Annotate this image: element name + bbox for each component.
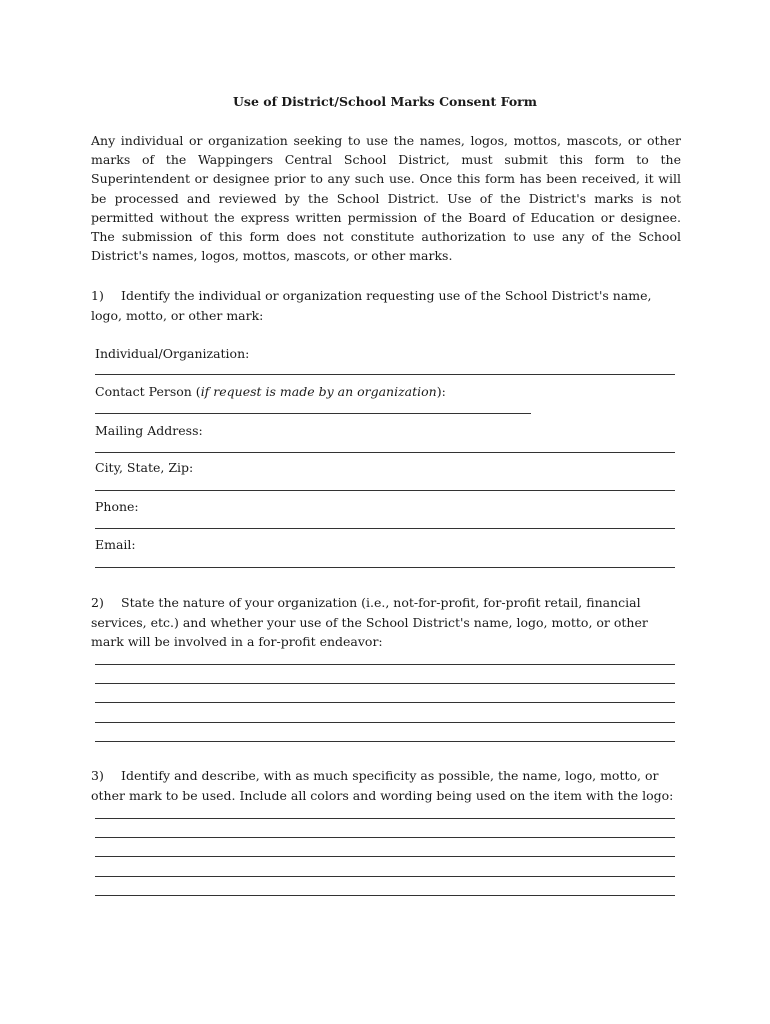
answer-3-line[interactable]	[95, 856, 675, 857]
email-label: Email:	[95, 537, 136, 552]
question-2	[91, 593, 681, 652]
answer-2-line[interactable]	[95, 664, 675, 665]
phone-line[interactable]	[95, 528, 675, 529]
individual-line[interactable]	[95, 374, 675, 375]
city-line[interactable]	[95, 490, 675, 491]
mailing-line[interactable]	[95, 452, 675, 453]
answer-2-line[interactable]	[95, 702, 675, 703]
mailing-label: Mailing Address:	[95, 423, 203, 438]
answer-3-line[interactable]	[95, 818, 675, 819]
question-2-text: State the nature of your organization (i.e., not-for-profit, for-profit retail, financial services, etc.) and whether your use of the School District's name, logo, motto, or other mark will be involved in a for-profit endeavor:	[91, 595, 648, 649]
answer-3-line[interactable]	[95, 837, 675, 838]
phone-label: Phone:	[95, 499, 139, 514]
question-1-number: 1)	[91, 288, 104, 303]
contact-label	[95, 384, 446, 400]
city-label: City, State, Zip:	[95, 460, 194, 475]
form-title: Use of District/School Marks Consent Form	[233, 94, 537, 109]
intro-paragraph: Any individual or organization seeking to use the names, logos, mottos, mascots, or other marks of the Wappingers Central School District, must submit this form to the Superintendent or designee prior to any such use. Once this form has been received, it will be processed and reviewed by the School District. Use of the District's marks is not permitted without the express written permission of the Board of Education or designee. The submission of this form does not constitute authorization to use any of the School District's names, logos, mottos, mascots, or other marks.	[91, 133, 681, 264]
answer-2-line[interactable]	[95, 741, 675, 742]
question-1-text: Identify the individual or organization requesting use of the School District's name, logo, motto, or other mark:	[91, 288, 652, 323]
contact-line[interactable]	[95, 413, 531, 414]
answer-2-line[interactable]	[95, 722, 675, 723]
question-2-number: 2)	[91, 595, 104, 610]
question-3-text: Identify and describe, with as much specificity as possible, the name, logo, motto, or other mark to be used. Include all colors and wording being used on the item with the logo:	[91, 768, 674, 803]
individual-label: Individual/Organization:	[95, 346, 250, 361]
contact-label-note: if request is made by an organization	[200, 384, 437, 399]
answer-2-line[interactable]	[95, 683, 675, 684]
contact-label-end: ):	[436, 384, 446, 399]
question-3	[91, 766, 681, 805]
question-3-number: 3)	[91, 768, 104, 783]
email-line[interactable]	[95, 567, 675, 568]
question-1	[91, 286, 681, 325]
contact-label-text: Contact Person (	[95, 384, 201, 399]
answer-3-line[interactable]	[95, 876, 675, 877]
answer-3-line[interactable]	[95, 895, 675, 896]
